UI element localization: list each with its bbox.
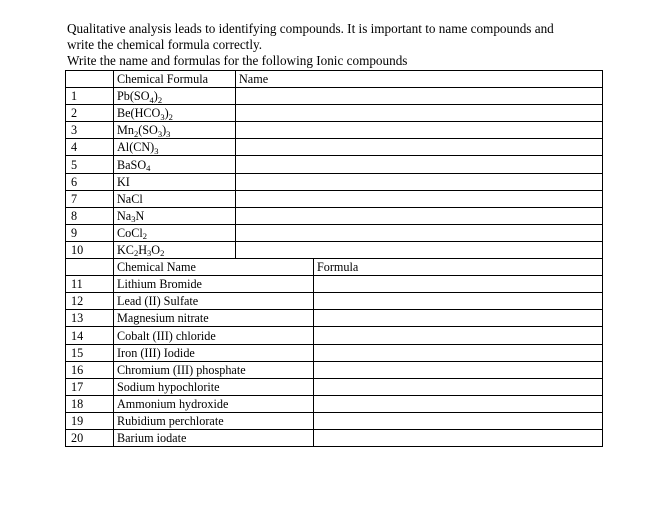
table-row [66, 207, 603, 224]
compounds-table [65, 70, 603, 447]
chemical-name-cell: Chromium (III) phosphate [114, 361, 314, 378]
formula-answer-cell[interactable] [314, 293, 603, 310]
chemical-name-cell: Lead (II) Sulfate [114, 293, 314, 310]
name-answer-cell[interactable] [236, 241, 603, 258]
table-row [66, 88, 603, 105]
formula-answer-cell[interactable] [314, 361, 603, 378]
row-number: 16 [66, 361, 114, 378]
name-answer-cell[interactable] [236, 207, 603, 224]
chemical-formula-cell: KI [114, 173, 236, 190]
table-row [66, 190, 603, 207]
formula-answer-cell[interactable] [314, 395, 603, 412]
table-row [66, 310, 603, 327]
row-number: 8 [66, 207, 114, 224]
formula-answer-cell[interactable] [314, 276, 603, 293]
formula-answer-cell[interactable] [314, 378, 603, 395]
chemical-formula-cell: $Pb(SO_4)_2$ [114, 88, 236, 105]
chemical-name-cell: Iron (III) Iodide [114, 344, 314, 361]
compounds-table-body [66, 71, 603, 447]
table-row [66, 293, 603, 310]
chemical-formula-header: Chemical Formula [114, 71, 236, 88]
name-answer-cell[interactable] [236, 190, 603, 207]
chemical-formula-cell: $Na_3N$ [114, 207, 236, 224]
row-number: 1 [66, 88, 114, 105]
name-answer-cell[interactable] [236, 139, 603, 156]
row-number: 7 [66, 190, 114, 207]
chemical-formula-cell: NaCl [114, 190, 236, 207]
table-row [66, 327, 603, 344]
formula-header: Formula [314, 259, 603, 276]
row-number: 3 [66, 122, 114, 139]
formula-answer-cell[interactable] [314, 429, 603, 446]
chemical-formula-cell: CoCl$_2$ [114, 224, 236, 241]
instruction-line-2: write the chemical formula correctly. [67, 37, 263, 52]
chemical-formula-cell: BaSO$_4$ [114, 156, 236, 173]
formula-answer-cell[interactable] [314, 327, 603, 344]
name-answer-cell[interactable] [236, 156, 603, 173]
instruction-line-1: Qualitative analysis leads to identifying compounds. It is important to name compounds and [67, 21, 554, 36]
row-number: 20 [66, 429, 114, 446]
chemical-name-cell: Ammonium hydroxide [114, 395, 314, 412]
name-section-header [66, 259, 603, 276]
instructions [67, 21, 607, 69]
row-number: 12 [66, 293, 114, 310]
row-number: 17 [66, 378, 114, 395]
name-answer-cell[interactable] [236, 122, 603, 139]
table-row [66, 139, 603, 156]
formula-answer-cell[interactable] [314, 344, 603, 361]
table-row [66, 429, 603, 446]
name-header: Name [236, 71, 603, 88]
chemical-formula-cell: $KC_2H_3O_2$ [114, 241, 236, 258]
chemical-name-cell: Rubidium perchlorate [114, 412, 314, 429]
row-number: 18 [66, 395, 114, 412]
table-row [66, 344, 603, 361]
table-row [66, 361, 603, 378]
row-number: 2 [66, 105, 114, 122]
row-number: 19 [66, 412, 114, 429]
chemical-formula-cell: $Mn_2(SO_3)_3$ [114, 122, 236, 139]
row-number: 10 [66, 241, 114, 258]
table-row [66, 224, 603, 241]
table-row [66, 105, 603, 122]
row-number: 5 [66, 156, 114, 173]
chemical-formula-cell: $Be(HCO_3)_2$ [114, 105, 236, 122]
table-row [66, 378, 603, 395]
chemical-name-cell: Barium iodate [114, 429, 314, 446]
table-row [66, 122, 603, 139]
instruction-line-3: Write the name and formulas for the following Ionic compounds [67, 53, 408, 68]
table-row [66, 241, 603, 258]
table-row [66, 412, 603, 429]
table-row [66, 276, 603, 293]
name-answer-cell[interactable] [236, 105, 603, 122]
table-row [66, 156, 603, 173]
row-number: 11 [66, 276, 114, 293]
name-answer-cell[interactable] [236, 173, 603, 190]
chemical-name-cell: Lithium Bromide [114, 276, 314, 293]
formula-answer-cell[interactable] [314, 310, 603, 327]
chemical-name-header: Chemical Name [114, 259, 314, 276]
number-header-cell [66, 259, 114, 276]
chemical-name-cell: Magnesium nitrate [114, 310, 314, 327]
row-number: 6 [66, 173, 114, 190]
table-row [66, 173, 603, 190]
row-number: 14 [66, 327, 114, 344]
row-number: 15 [66, 344, 114, 361]
name-answer-cell[interactable] [236, 224, 603, 241]
row-number: 9 [66, 224, 114, 241]
row-number: 4 [66, 139, 114, 156]
chemical-name-cell: Sodium hypochlorite [114, 378, 314, 395]
chemical-formula-cell: $Al(CN)_3$ [114, 139, 236, 156]
row-number: 13 [66, 310, 114, 327]
chemical-name-cell: Cobalt (III) chloride [114, 327, 314, 344]
formula-section-header [66, 71, 603, 88]
table-row [66, 395, 603, 412]
name-answer-cell[interactable] [236, 88, 603, 105]
formula-answer-cell[interactable] [314, 412, 603, 429]
number-header-cell [66, 71, 114, 88]
